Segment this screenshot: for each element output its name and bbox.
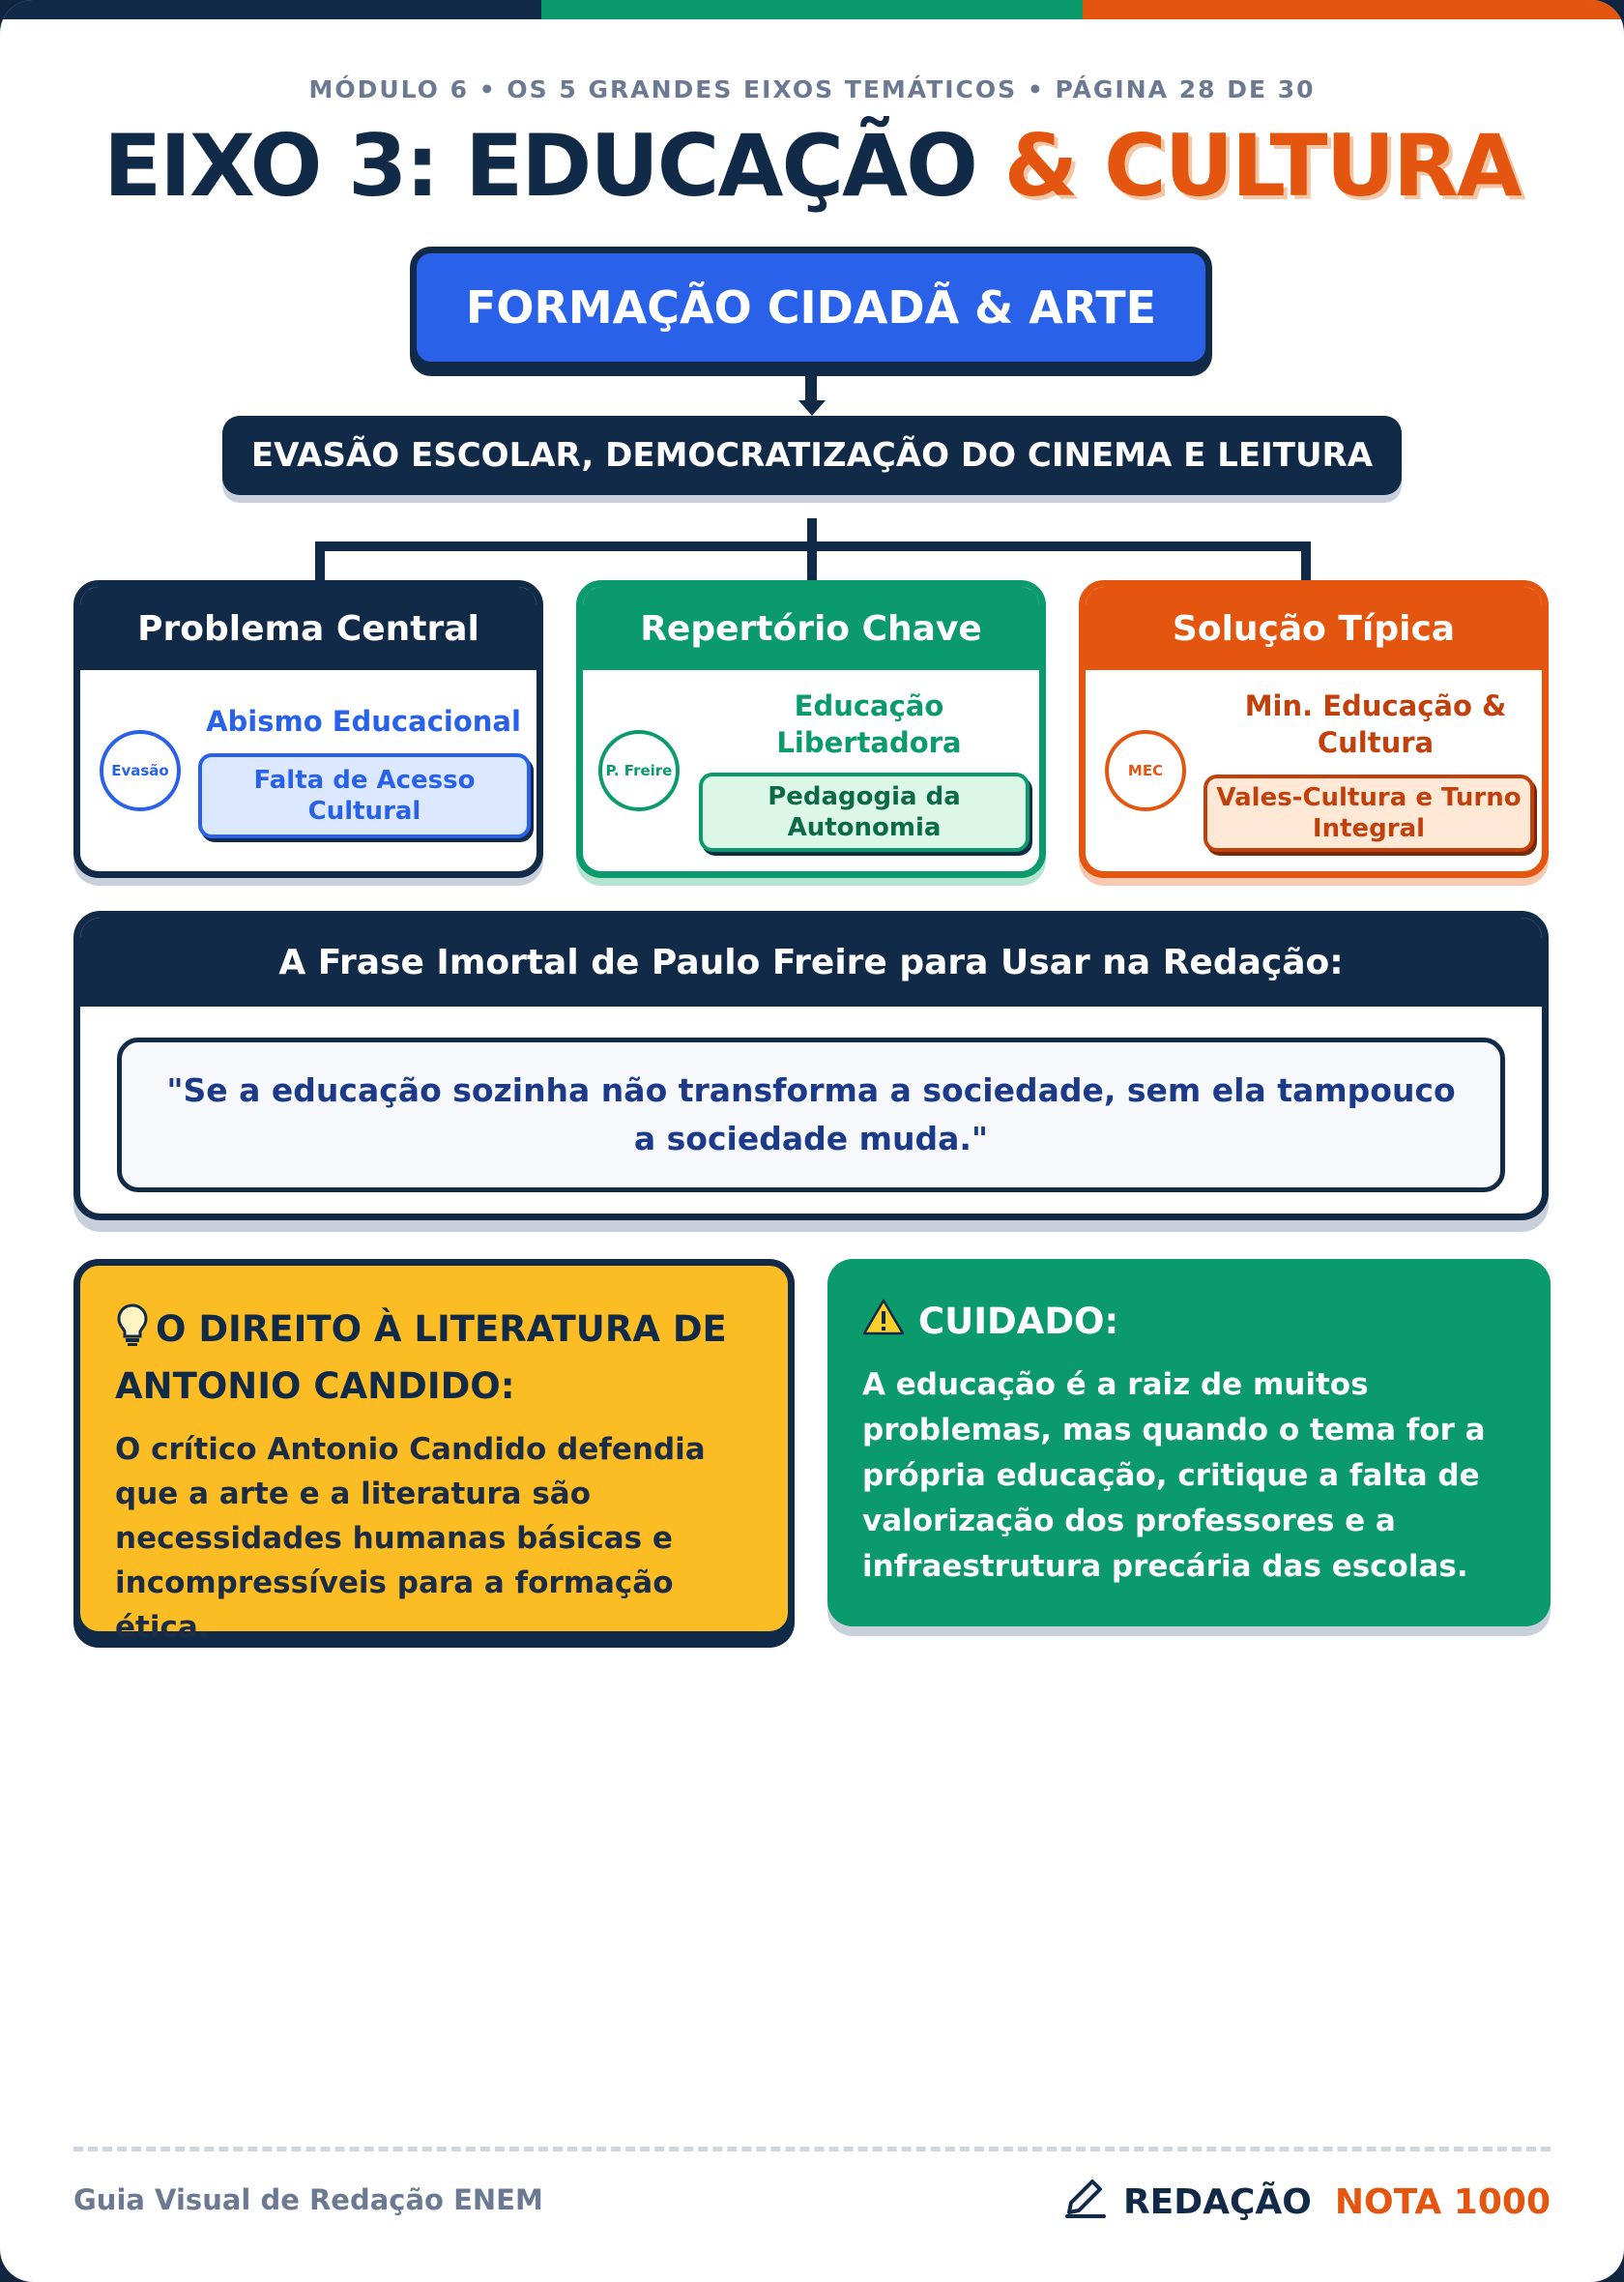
- card-heading: Min. Educação & Cultura: [1244, 689, 1507, 759]
- card-heading: Abismo Educacional: [206, 705, 521, 738]
- quote-box: [73, 911, 1549, 1220]
- title-main: EIXO 3: EDUCAÇÃO: [103, 116, 1004, 216]
- hero-topic-box: FORMAÇÃO CIDADÃ & ARTE: [410, 247, 1212, 368]
- brand-redacao: REDAÇÃO: [1122, 2182, 1312, 2222]
- card-pill: Vales-Cultura e Turno Integral: [1204, 775, 1534, 852]
- tip-body: O crítico Antonio Candido defendia que a arte e a literatura são necessidades humanas básicas e incompressíveis para a formação ética.: [115, 1432, 706, 1645]
- footer-divider: [73, 2147, 1551, 2151]
- card-problema-central: [73, 580, 543, 878]
- connector-arrow-icon: [798, 400, 826, 416]
- warning-title-text: CUIDADO:: [918, 1301, 1119, 1342]
- card-badge: P. Freire: [598, 730, 680, 811]
- card-badge: Evasão: [100, 730, 181, 811]
- card-pill: Pedagogia da Autonomia: [699, 773, 1030, 852]
- connector-right: [1301, 541, 1311, 584]
- subtitle-bar: EVASÃO ESCOLAR, DEMOCRATIZAÇÃO DO CINEMA E LEITURA: [222, 416, 1402, 495]
- tip-title-text: O DIREITO À LITERATURA DE ANTONIO CANDIDO:: [115, 1308, 727, 1407]
- tip-box: [73, 1259, 795, 1645]
- brand-nota: NOTA 1000: [1334, 2182, 1551, 2222]
- warning-title: [862, 1298, 1516, 1345]
- title-accent: & CULTURA: [1003, 116, 1521, 216]
- warning-body: A educação é a raiz de muitos problemas, mas quando o tema for a própria educação, critique a falta de valorização dos professores e a infraestrutura precária das escolas.: [862, 1367, 1486, 1584]
- card-repertorio-chave: [576, 580, 1046, 878]
- lightbulb-icon: [115, 1302, 150, 1360]
- footer-guide-label: Guia Visual de Redação ENEM: [73, 2183, 543, 2216]
- connector-vertical-mid: [807, 518, 817, 584]
- card-title: Problema Central: [80, 587, 536, 670]
- tip-title: [115, 1302, 753, 1412]
- connector-horizontal: [315, 541, 1311, 551]
- warning-box: [827, 1259, 1551, 1626]
- quote-text: "Se a educação sozinha não transforma a sociedade, sem ela tampouco a sociedade muda.": [117, 1038, 1505, 1192]
- connector-left: [315, 541, 325, 584]
- card-solucao-tipica: [1079, 580, 1549, 878]
- card-title: Solução Típica: [1086, 587, 1542, 670]
- top-color-bar: [0, 0, 1624, 19]
- module-breadcrumb: MÓDULO 6 • OS 5 GRANDES EIXOS TEMÁTICOS • PÁGINA 28 DE 30: [308, 75, 1316, 103]
- page-title: [0, 116, 1624, 216]
- card-title: Repertório Chave: [583, 587, 1039, 670]
- footer-brand: [1061, 2176, 1551, 2229]
- pen-icon: [1061, 2176, 1110, 2229]
- card-pill: Falta de Acesso Cultural: [198, 753, 531, 838]
- card-heading: Educação Libertadora: [776, 689, 962, 759]
- quote-title: A Frase Imortal de Paulo Freire para Usar na Redação:: [80, 918, 1542, 1007]
- warning-triangle-icon: [862, 1298, 905, 1345]
- card-badge: MEC: [1105, 730, 1186, 811]
